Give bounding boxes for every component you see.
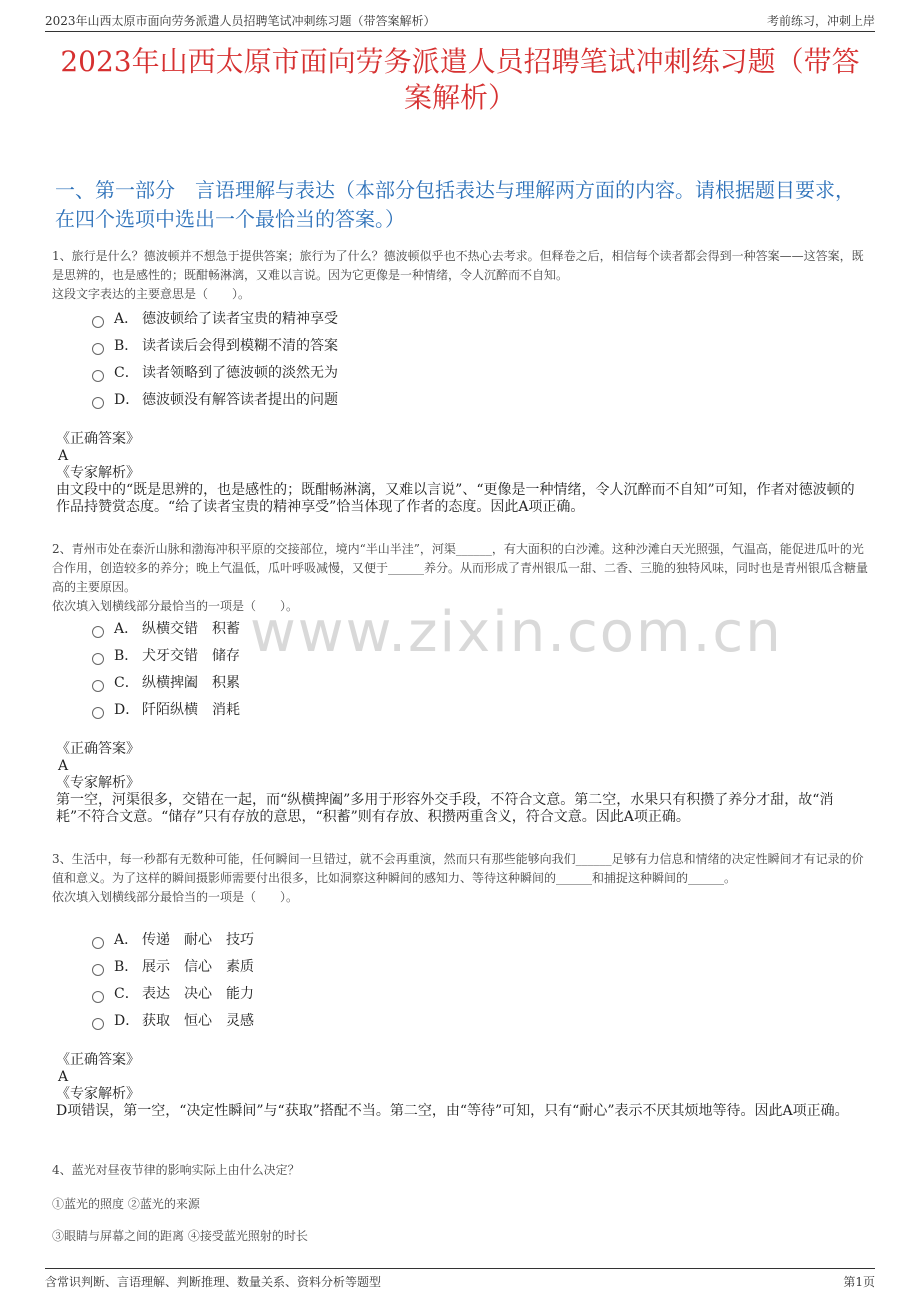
radio-icon[interactable]: [92, 316, 104, 328]
option-b[interactable]: B． 犬牙交错 储存: [92, 641, 240, 668]
radio-icon[interactable]: [92, 680, 104, 692]
question-text: 2、青州市处在泰沂山脉和渤海冲积平原的交接部位，境内“半山半洼”，河渠______，有大面积的白沙滩。这种沙滩白天光照强，气温高，能促进瓜叶的光合作用，创造较多的养分；晚上气温低，瓜叶呼吸减慢，又便于______养分。从而形成了青州银瓜一甜、二香、三脆的独特风味，同时也是青州银瓜含糖量高的主要原因。: [52, 542, 869, 594]
question-2-answer: [56, 741, 864, 826]
page-footer: [45, 1268, 875, 1290]
radio-icon[interactable]: [92, 964, 104, 976]
document-title: 2023年山西太原市面向劳务派遣人员招聘笔试冲刺练习题（带答案解析）: [60, 45, 860, 114]
option-a[interactable]: A． 纵横交错 积蓄: [92, 614, 240, 641]
analysis-label: 《专家解析》: [56, 465, 140, 481]
analysis-label: 《专家解析》: [56, 1086, 140, 1102]
correct-answer-letter: A: [58, 448, 69, 464]
radio-icon[interactable]: [92, 343, 104, 355]
option-c[interactable]: C． 读者领略到了德波顿的淡然无为: [92, 358, 338, 385]
radio-icon[interactable]: [92, 653, 104, 665]
option-b[interactable]: B． 展示 信心 素质: [92, 952, 254, 979]
correct-answer-letter: A: [58, 758, 69, 774]
question-1-options: [92, 304, 338, 412]
radio-icon[interactable]: [92, 626, 104, 638]
section-heading: 一、第一部分 言语理解与表达（本部分包括表达与理解两方面的内容。请根据题目要求，在四个选项中选出一个最恰当的答案。）: [55, 178, 855, 231]
radio-icon[interactable]: [92, 991, 104, 1003]
analysis-text: D项错误，第一空，“决定性瞬间”与“获取”搭配不当。第二空，由“等待”可知，只有“耐心”表示不厌其烦地等待。因此A项正确。: [56, 1103, 849, 1119]
analysis-text: 第一空，河渠很多，交错在一起，而“纵横捭阖”多用于形容外交手段，不符合文意。第二空，水果只有积攒了养分才甜，故“消耗”不符合文意。“储存”只有存放的意思，“积蓄”则有存放、积攒两重含义，符合文意。因此A项正确。: [56, 792, 834, 825]
question-prompt: 这段文字表达的主要意思是（ ）。: [52, 287, 251, 301]
option-b[interactable]: B． 读者读后会得到模糊不清的答案: [92, 331, 338, 358]
analysis-text: 由文段中的“既是思辨的，也是感性的；既酣畅淋漓，又难以言说”、“更像是一种情绪，令人沉醉而不自知”可知，作者对德波顿的作品持赞赏态度。“给了读者宝贵的精神享受”恰当体现了作者的态度。因此A项正确。: [56, 482, 855, 515]
radio-icon[interactable]: [92, 397, 104, 409]
correct-answer-letter: A: [58, 1069, 69, 1085]
footer-left-text: 含常识判断、言语理解、判断推理、数量关系、资料分析等题型: [45, 1275, 382, 1289]
option-d[interactable]: D． 获取 恒心 灵感: [92, 1006, 254, 1033]
watermark: www.zixin.com.cn: [250, 600, 783, 665]
radio-icon[interactable]: [92, 1018, 104, 1030]
option-d[interactable]: D． 德波顿没有解答读者提出的问题: [92, 385, 338, 412]
question-3-answer: [56, 1052, 864, 1120]
question-1-answer: [56, 431, 864, 516]
correct-answer-label: 《正确答案》: [56, 741, 140, 757]
radio-icon[interactable]: [92, 937, 104, 949]
question-3-options: [92, 925, 254, 1033]
correct-answer-label: 《正确答案》: [56, 1052, 140, 1068]
page-header: [45, 10, 875, 32]
question-text: 3、生活中，每一秒都有无数种可能，任何瞬间一旦错过，就不会再重演，然而只有那些能够向我们______足够有力信息和情绪的决定性瞬间才有记录的价值和意义。为了这样的瞬间摄影师需要付出很多，比如洞察这种瞬间的感知力、等待这种瞬间的______和捕捉这种瞬间的______。: [52, 852, 864, 885]
radio-icon[interactable]: [92, 370, 104, 382]
question-4-stem: 4、蓝光对昼夜节律的影响实际上由什么决定？: [52, 1163, 300, 1177]
question-2-options: [92, 614, 240, 722]
question-4-item-row-2: ③眼睛与屏幕之间的距离 ④接受蓝光照射的时长: [52, 1229, 308, 1243]
question-2-stem: [52, 540, 870, 616]
header-left-title: 2023年山西太原市面向劳务派遣人员招聘笔试冲刺练习题（带答案解析）: [45, 14, 436, 28]
question-1-stem: [52, 247, 870, 304]
correct-answer-label: 《正确答案》: [56, 431, 140, 447]
question-prompt: 依次填入划横线部分最恰当的一项是（ ）。: [52, 599, 299, 613]
question-prompt: 依次填入划横线部分最恰当的一项是（ ）。: [52, 890, 299, 904]
question-3-stem: [52, 850, 870, 907]
analysis-label: 《专家解析》: [56, 775, 140, 791]
option-d[interactable]: D． 阡陌纵横 消耗: [92, 695, 240, 722]
option-a[interactable]: A． 德波顿给了读者宝贵的精神享受: [92, 304, 338, 331]
page-number: 第1页: [843, 1275, 875, 1289]
option-c[interactable]: C． 纵横捭阖 积累: [92, 668, 240, 695]
header-right-slogan: 考前练习，冲刺上岸: [766, 14, 875, 28]
question-4-item-row-1: ①蓝光的照度 ②蓝光的来源: [52, 1197, 200, 1211]
question-text: 1、旅行是什么？德波顿并不想急于提供答案；旅行为了什么？德波顿似乎也不热心去考求。但释卷之后，相信每个读者都会得到一种答案——这答案，既是思辨的，也是感性的；既酣畅淋漓，又难以言说。因为它更像是一种情绪，令人沉醉而不自知。: [52, 249, 864, 282]
option-a[interactable]: A． 传递 耐心 技巧: [92, 925, 254, 952]
option-c[interactable]: C． 表达 决心 能力: [92, 979, 254, 1006]
radio-icon[interactable]: [92, 707, 104, 719]
